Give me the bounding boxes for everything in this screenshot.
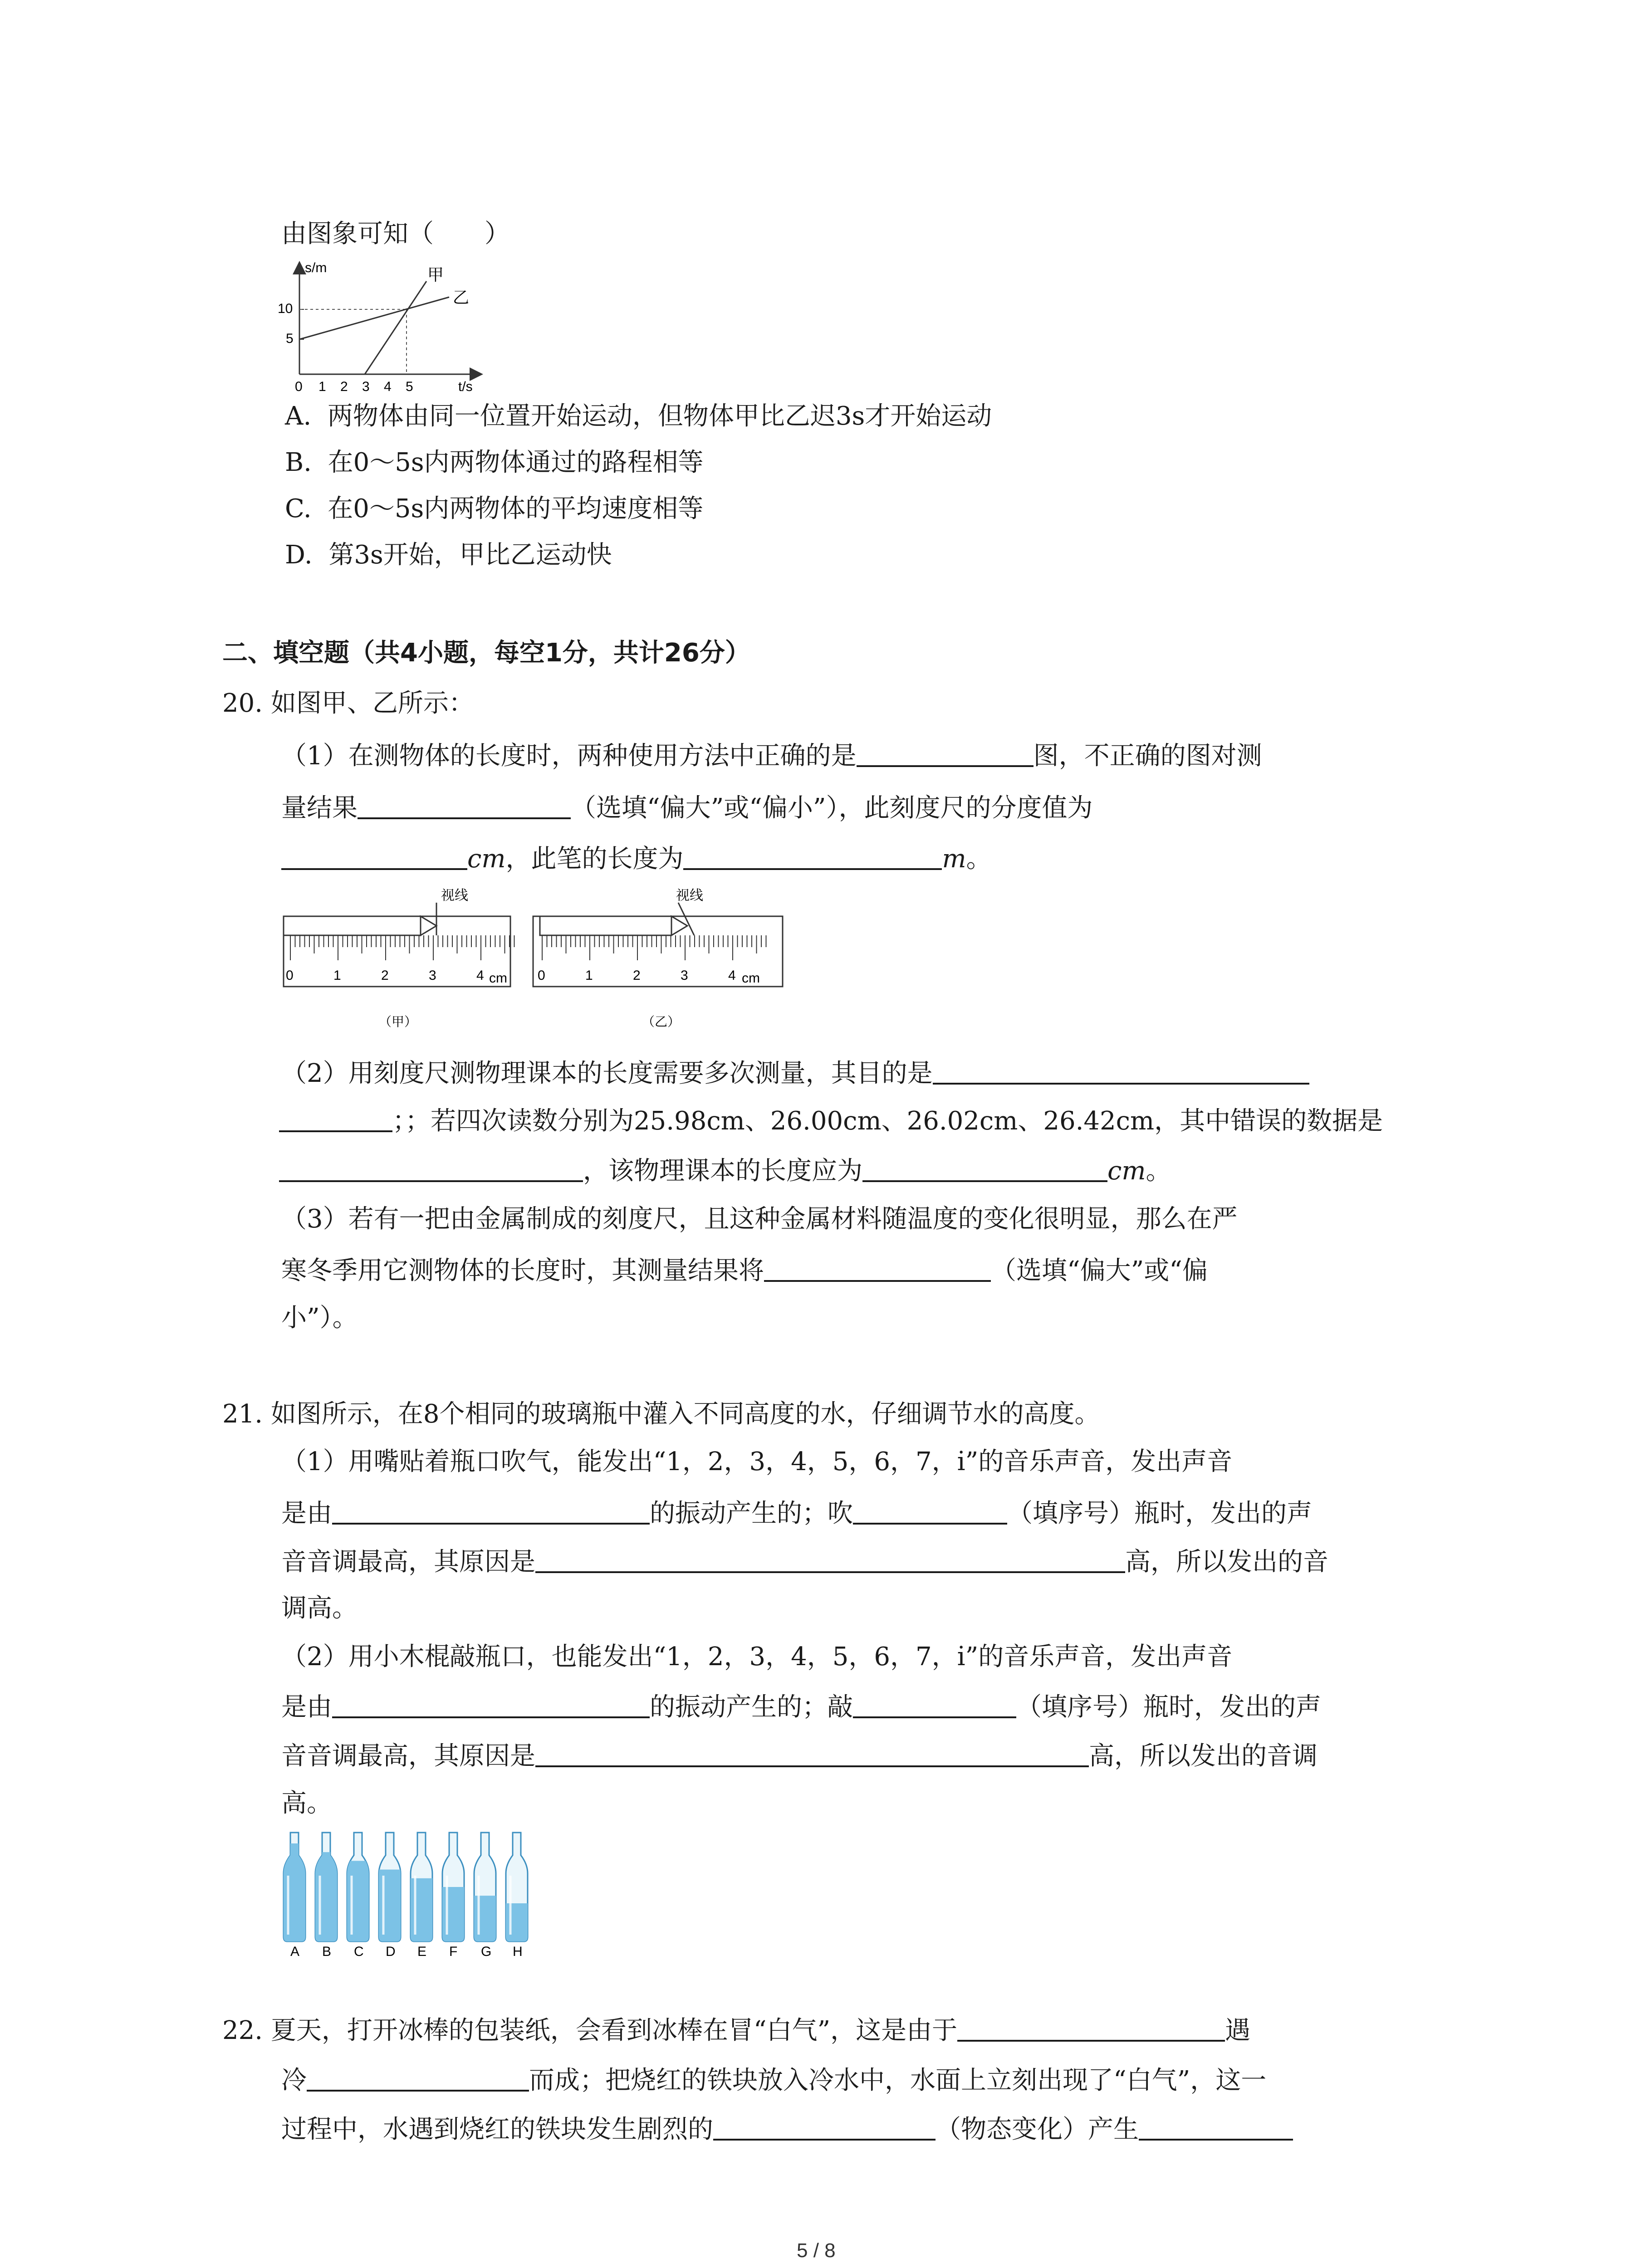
caption-yi: （乙）: [642, 1015, 681, 1029]
bottle-label-g: G: [481, 1944, 492, 1959]
q20-ruler-figure: [277, 885, 798, 1048]
q21-stem: 21. 如图所示，在8个相同的玻璃瓶中灌入不同高度的水，仔细调节水的高度。: [222, 1399, 1100, 1429]
q21-p2-line3: 音音调最高，其原因是 高，所以发出的音调: [281, 1741, 1318, 1771]
bottle-label-b: B: [322, 1944, 332, 1959]
bottle-label-e: E: [417, 1944, 427, 1959]
blank[interactable]: [862, 1157, 1107, 1182]
x-tick-4: 4: [384, 379, 392, 394]
section-title: 二、填空题（共4小题，每空1分，共计26分）: [222, 638, 750, 668]
sight-label-yi: 视线: [676, 888, 703, 903]
blank[interactable]: [535, 1742, 1089, 1767]
svg-text:0: 0: [538, 968, 545, 983]
q21-p2-line2: 是由 的振动产生的；敲 （填序号）瓶时，发出的声: [281, 1692, 1321, 1722]
q22-line2: 冷 而成；把烧红的铁块放入冷水中，水面上立刻出现了“白气”，这一: [281, 2066, 1267, 2095]
series-jia-line: [365, 281, 426, 374]
q20-stem: 20. 如图甲、乙所示：: [222, 689, 474, 718]
q20-p1-line3: cm，此笔的长度为 m。: [281, 845, 992, 872]
pen-jia: [284, 916, 421, 935]
q20-p2-line2: ；；若四次读数分别为25.98cm、26.00cm、26.02cm、26.42cm，其中错误的数据是: [279, 1107, 1383, 1134]
series-yi-line: [299, 297, 449, 339]
water-g: [474, 1896, 496, 1941]
q21-p1-line1: （1）用嘴贴着瓶口吹气，能发出“1，2，3，4，5，6，7，i̇”的音乐声音，发出声音: [281, 1447, 1233, 1476]
bottle-d: [379, 1833, 401, 1959]
water-b: [315, 1852, 337, 1941]
svg-text:cm: cm: [742, 971, 760, 986]
bottle-e: [411, 1833, 432, 1959]
q21-bottle-figure: [279, 1823, 542, 1960]
x-tick-1: 1: [318, 379, 326, 394]
bottle-f: [442, 1833, 464, 1959]
bottle-a: [284, 1833, 305, 1959]
q21-p1-line3: 音音调最高，其原因是 高，所以发出的音: [281, 1547, 1328, 1577]
ruler-jia: [284, 888, 514, 1029]
svg-text:0: 0: [286, 968, 294, 983]
blank[interactable]: [933, 1059, 1309, 1085]
sight-label-jia: 视线: [441, 888, 468, 903]
q19-option-a: A. 两物体由同一位置开始运动，但物体甲比乙迟3s才开始运动: [285, 401, 992, 431]
water-e: [411, 1878, 432, 1941]
blank[interactable]: [281, 845, 467, 870]
q22-line1: 22. 夏天，打开冰棒的包装纸，会看到冰棒在冒“白气”，这是由于 遇: [222, 2016, 1251, 2045]
pen-yi: [540, 916, 671, 935]
svg-text:2: 2: [633, 968, 641, 983]
y-axis-label: s/m: [305, 260, 327, 275]
svg-text:4: 4: [476, 968, 484, 983]
blank[interactable]: [853, 1499, 1007, 1525]
q20-p2-line1: （2）用刻度尺测物理课本的长度需要多次测量，其目的是: [281, 1059, 1309, 1086]
blank[interactable]: [957, 2016, 1225, 2042]
y-tick-5: 5: [286, 331, 294, 346]
x-tick-2: 2: [340, 379, 348, 394]
q19-stem: 由图象可知（ ）: [281, 219, 510, 249]
q19-st-graph: [268, 254, 495, 395]
q20-p1-line2: 量结果 （选填“偏大”或“偏小”），此刻度尺的分度值为: [281, 793, 1093, 823]
q21-p1-line2: 是由 的振动产生的；吹 （填序号）瓶时，发出的声: [281, 1499, 1312, 1528]
blank[interactable]: [279, 1107, 392, 1132]
blank[interactable]: [332, 1499, 650, 1525]
blank[interactable]: [853, 1693, 1016, 1718]
bottle-g: [474, 1833, 496, 1959]
water-f: [442, 1887, 464, 1941]
blank[interactable]: [713, 2115, 936, 2141]
caption-jia: （甲）: [379, 1015, 417, 1029]
q20-p3-line1: （3）若有一把由金属制成的刻度尺，且这种金属材料随温度的变化很明显，那么在严: [281, 1204, 1238, 1234]
q21-p2-line1: （2）用小木棍敲瓶口，也能发出“1，2，3，4，5，6，7，i̇”的音乐声音，发出声音: [281, 1642, 1233, 1672]
svg-text:3: 3: [429, 968, 436, 983]
x-tick-3: 3: [362, 379, 370, 394]
bottle-label-c: C: [354, 1944, 364, 1959]
svg-text:2: 2: [381, 968, 389, 983]
bottle-label-a: A: [290, 1944, 300, 1959]
q20-p1-line1: （1）在测物体的长度时，两种使用方法中正确的是 图，不正确的图对测: [281, 741, 1262, 771]
bottle-b: [315, 1833, 337, 1959]
bottle-c: [347, 1833, 369, 1959]
x-tick-5: 5: [406, 379, 413, 394]
water-c: [347, 1861, 369, 1941]
svg-text:3: 3: [681, 968, 688, 983]
svg-text:1: 1: [585, 968, 593, 983]
x-axis-label: t/s: [458, 379, 473, 394]
q19-option-d: D. 第3s开始，甲比乙运动快: [285, 540, 612, 570]
blank[interactable]: [764, 1256, 991, 1282]
q21-p2-line4: 高。: [281, 1789, 332, 1818]
q19-option-b: B. 在0～5s内两物体通过的路程相等: [285, 448, 704, 477]
svg-text:1: 1: [333, 968, 341, 983]
blank[interactable]: [358, 794, 571, 819]
series-jia-label: 甲: [427, 265, 444, 284]
blank[interactable]: [683, 845, 942, 870]
bottle-label-d: D: [386, 1944, 396, 1959]
blank[interactable]: [535, 1548, 1125, 1573]
bottle-label-h: H: [513, 1944, 523, 1959]
blank[interactable]: [332, 1693, 650, 1718]
svg-text:cm: cm: [489, 971, 507, 986]
water-h: [506, 1903, 528, 1941]
blank[interactable]: [307, 2066, 529, 2092]
water-d: [379, 1870, 401, 1941]
q21-p1-line4: 调高。: [281, 1593, 358, 1623]
water-a: [284, 1843, 305, 1941]
bottle-h: [506, 1833, 528, 1959]
q19-option-c: C. 在0～5s内两物体的平均速度相等: [285, 494, 704, 523]
q20-p3-line2: 寒冬季用它测物体的长度时，其测量结果将 （选填“偏大”或“偏: [281, 1256, 1208, 1286]
svg-text:4: 4: [728, 968, 736, 983]
x-tick-0: 0: [295, 379, 303, 394]
blank[interactable]: [857, 742, 1034, 767]
ruler-yi: [533, 888, 783, 1029]
series-yi-label: 乙: [453, 288, 470, 307]
blank[interactable]: [1139, 2115, 1293, 2141]
blank[interactable]: [279, 1157, 583, 1182]
bottle-label-f: F: [449, 1944, 458, 1959]
q22-line3: 过程中，水遇到烧红的铁块发生剧烈的 （物态变化）产生: [281, 2115, 1293, 2142]
q20-p2-line3: ，该物理课本的长度应为 cm。: [279, 1157, 1171, 1184]
y-tick-10: 10: [278, 301, 293, 316]
page-number: 5 / 8: [797, 2239, 836, 2262]
q20-p3-line3: 小”）。: [281, 1303, 358, 1333]
